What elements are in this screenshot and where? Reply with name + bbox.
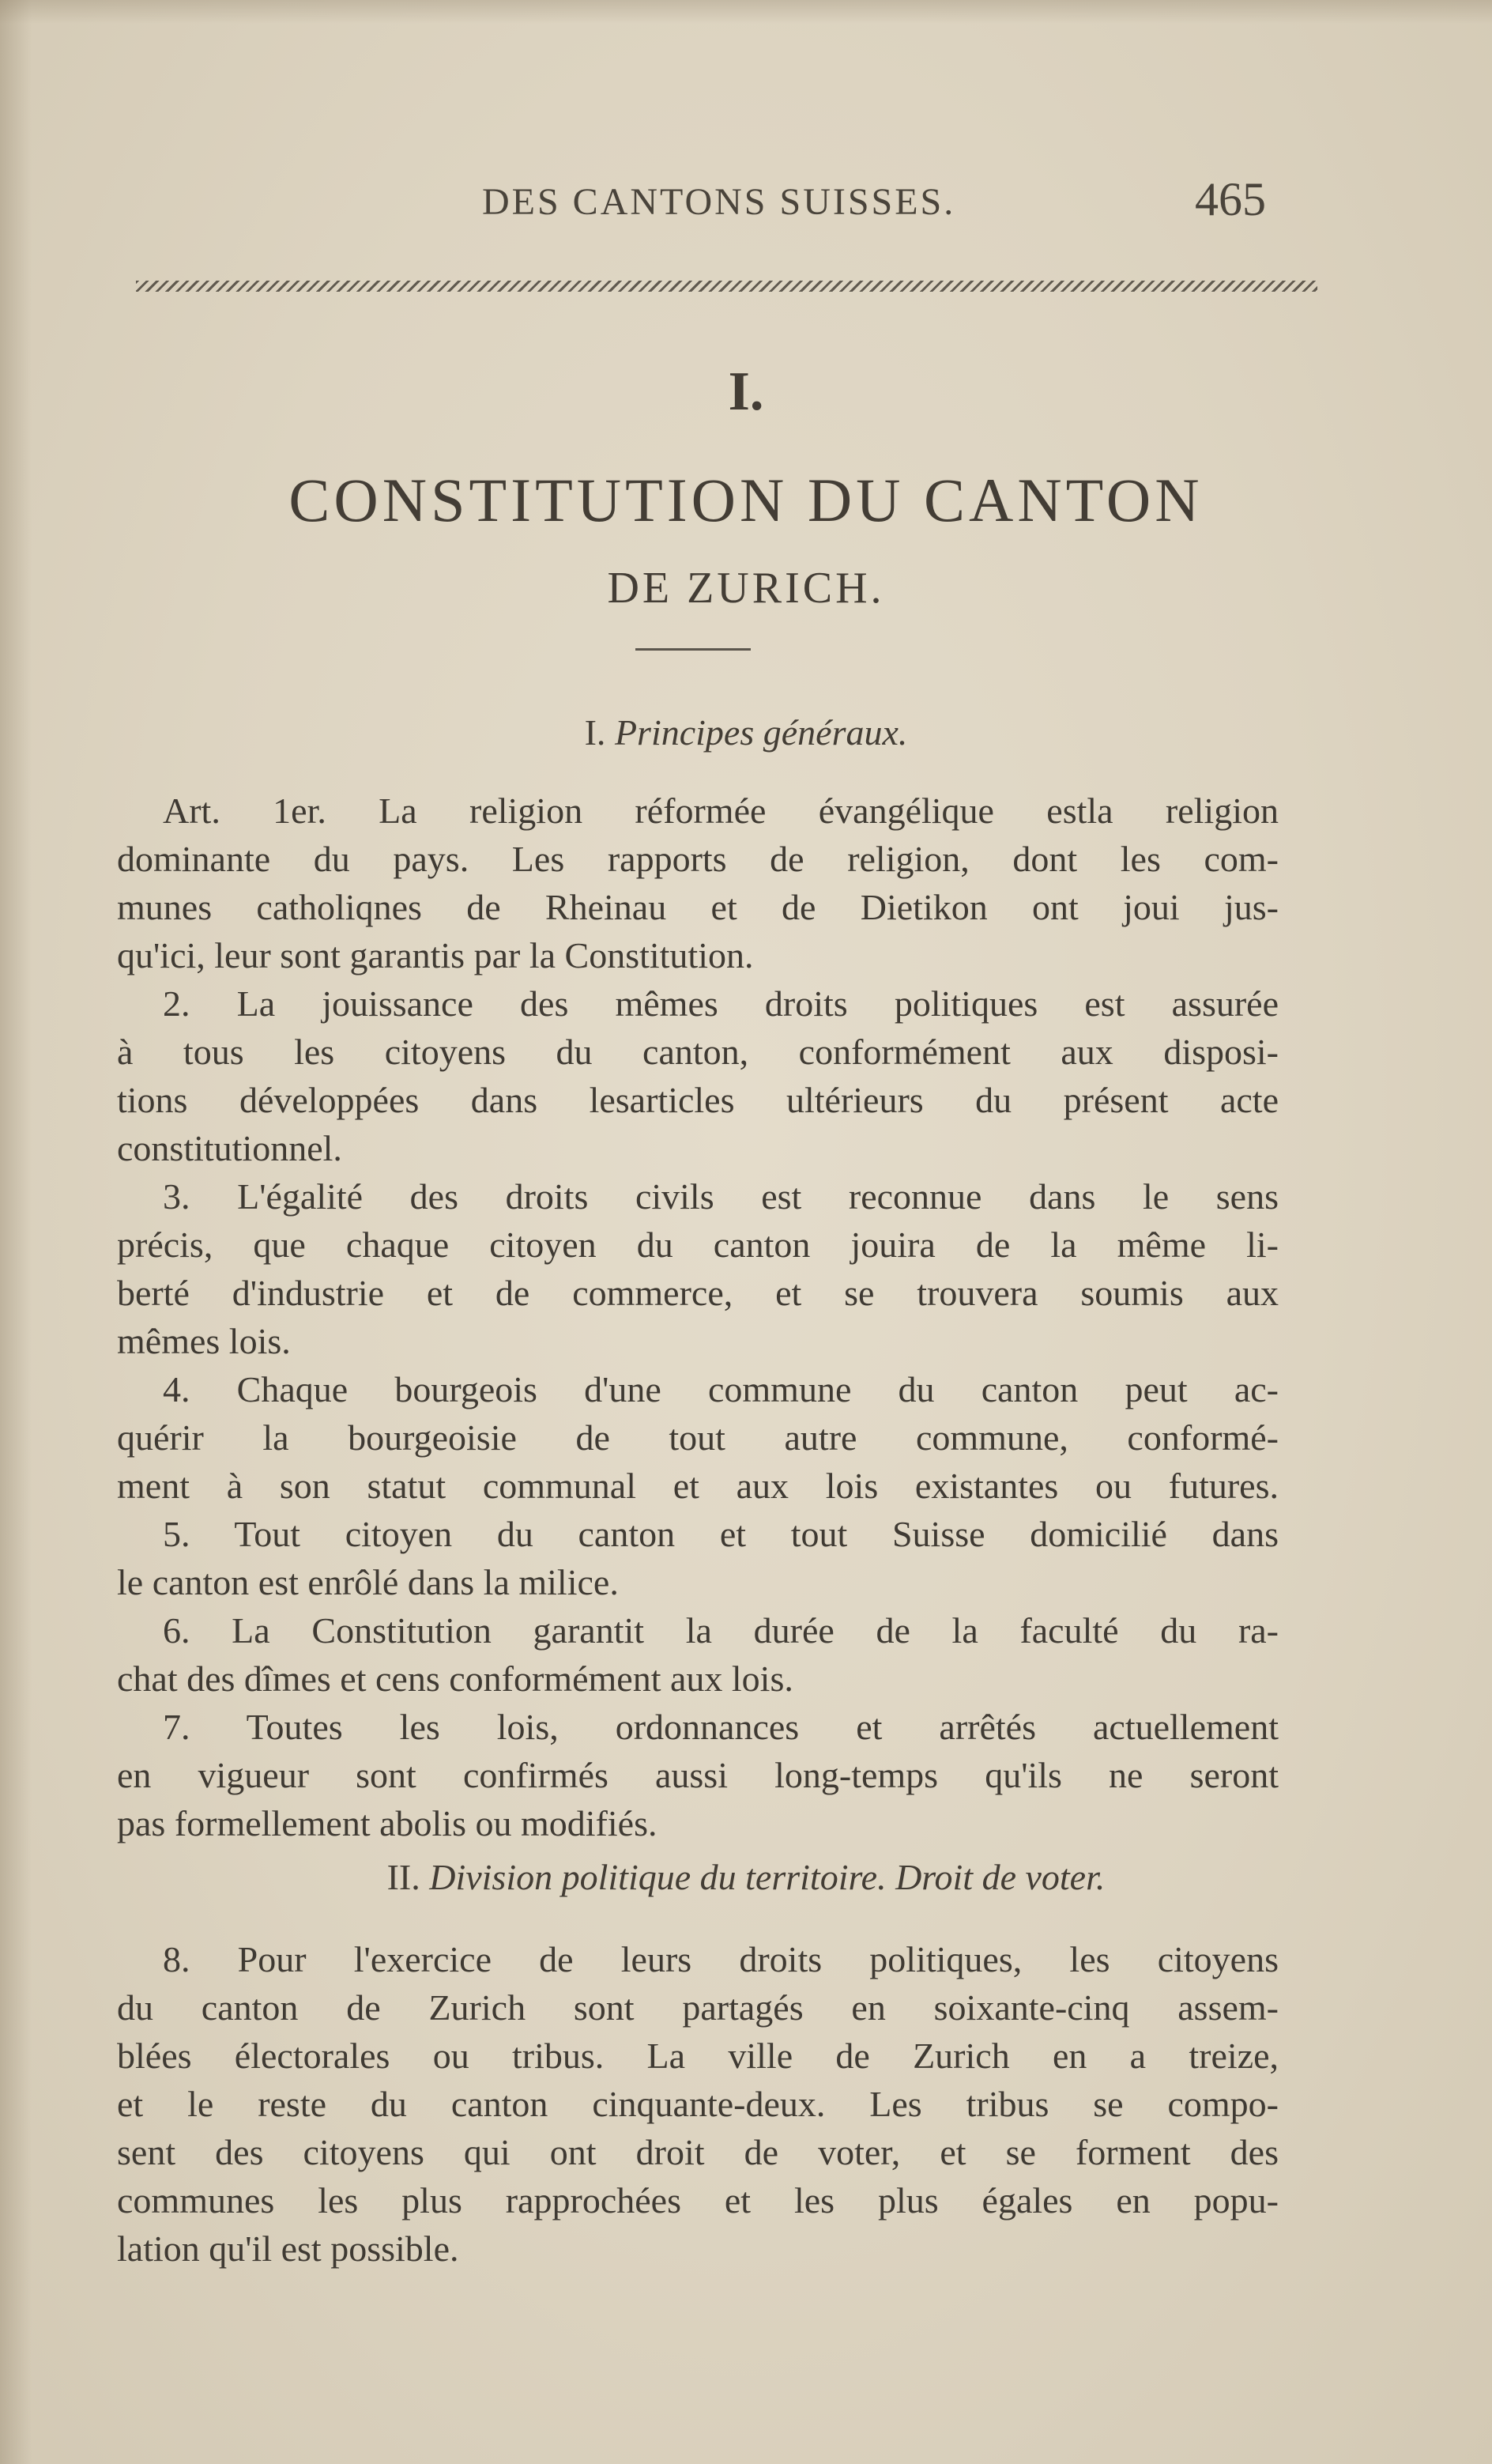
text-line: tions développées dans lesarticles ultérieurs du présent acte xyxy=(117,1080,1279,1120)
section-heading-1 xyxy=(0,711,1492,753)
section-2-body xyxy=(117,1935,1279,2273)
text-line: 5. Tout citoyen du canton et tout Suisse domicilié dans xyxy=(163,1514,1279,1554)
text-line: qu'ici, leur sont garantis par la Constitution. xyxy=(117,935,754,975)
text-line: mêmes lois. xyxy=(117,1321,291,1361)
text-line: 4. Chaque bourgeois d'une commune du canton peut ac- xyxy=(163,1369,1279,1409)
text-line: sent des citoyens qui ont droit de voter, et se forment des xyxy=(117,2132,1279,2172)
text-line: lation qu'il est possible. xyxy=(117,2228,459,2269)
title-divider xyxy=(635,648,751,651)
text-line: le canton est enrôlé dans la milice. xyxy=(117,1562,619,1602)
text-line: 3. L'égalité des droits civils est reconnue dans le sens xyxy=(163,1176,1279,1217)
text-line: Art. 1er. La religion réformée évangélique estla religion xyxy=(163,791,1279,831)
section-heading-2-title: Division politique du territoire. Droit de voter. xyxy=(429,1857,1106,1897)
page-top-shadow xyxy=(0,0,1492,24)
text-line: berté d'industrie et de commerce, et se trouvera soumis aux xyxy=(117,1273,1279,1313)
text-line: communes les plus rapprochées et les plus égales en popu- xyxy=(117,2180,1279,2221)
text-line: à tous les citoyens du canton, conformément aux disposi- xyxy=(117,1032,1279,1072)
section-heading-1-number: I. xyxy=(584,712,606,753)
text-line: 7. Toutes les lois, ordonnances et arrêtés actuellement xyxy=(163,1707,1279,1747)
text-line: blées électorales ou tribus. La ville de Zurich en a treize, xyxy=(117,2036,1279,2076)
text-line: ment à son statut communal et aux lois existantes ou futures. xyxy=(117,1466,1279,1506)
text-line: quérir la bourgeoisie de tout autre commune, conformé- xyxy=(117,1417,1279,1458)
text-line: constitutionnel. xyxy=(117,1128,342,1168)
text-line: du canton de Zurich sont partagés en soixante-cinq assem- xyxy=(117,1987,1279,2028)
page-number: 465 xyxy=(1195,173,1266,225)
text-line: 6. La Constitution garantit la durée de la faculté du ra- xyxy=(163,1610,1279,1651)
text-line: munes catholiqnes de Rheinau et de Dietikon ont joui jus- xyxy=(117,887,1279,927)
text-line: 2. La jouissance des mêmes droits politiques est assurée xyxy=(163,983,1279,1024)
section-1-body xyxy=(117,787,1279,1847)
running-head: DES CANTONS SUISSES. xyxy=(482,181,956,223)
ornamental-rule xyxy=(136,281,1317,292)
section-heading-1-title: Principes généraux. xyxy=(614,712,908,753)
chapter-subtitle: DE ZURICH. xyxy=(607,564,885,613)
text-line: pas formellement abolis ou modifiés. xyxy=(117,1803,657,1843)
text-line: en vigueur sont confirmés aussi long-temps qu'ils ne seront xyxy=(117,1755,1279,1795)
section-heading-2 xyxy=(0,1856,1492,1898)
text-line: 8. Pour l'exercice de leurs droits politiques, les citoyens xyxy=(163,1939,1279,1979)
text-line: et le reste du canton cinquante-deux. Les tribus se compo- xyxy=(117,2084,1279,2124)
text-line: dominante du pays. Les rapports de religion, dont les com- xyxy=(117,839,1279,879)
text-line: chat des dîmes et cens conformément aux lois. xyxy=(117,1658,793,1699)
chapter-number: I. xyxy=(728,361,764,422)
text-line: précis, que chaque citoyen du canton jouira de la même li- xyxy=(117,1224,1279,1265)
section-heading-2-number: II. xyxy=(386,1857,420,1897)
chapter-title: CONSTITUTION DU CANTON xyxy=(288,466,1204,534)
